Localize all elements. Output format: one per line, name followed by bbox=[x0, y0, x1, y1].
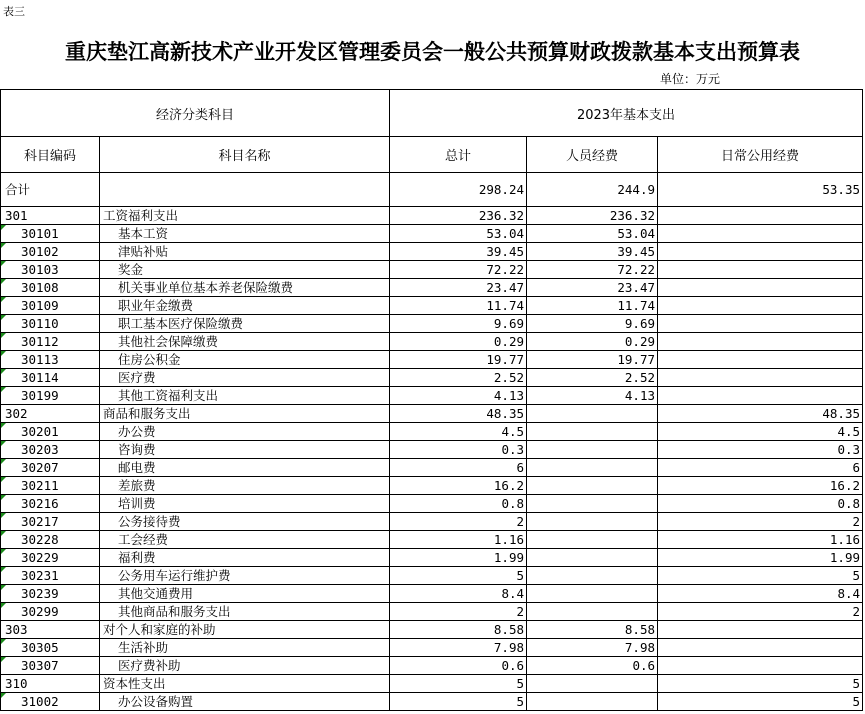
cell-code[interactable]: 30113 bbox=[1, 351, 100, 369]
cell-name[interactable]: 其他工资福利支出 bbox=[100, 387, 390, 405]
cell-code[interactable]: 30305 bbox=[1, 639, 100, 657]
text-format-indicator-icon bbox=[1, 423, 6, 428]
cell-code[interactable]: 30103 bbox=[1, 261, 100, 279]
cell-personnel[interactable]: 8.58 bbox=[527, 621, 658, 639]
unit-label: 单位：万元 bbox=[660, 72, 721, 86]
cell-personnel[interactable]: 236.32 bbox=[527, 207, 658, 225]
text-format-indicator-icon bbox=[1, 369, 6, 374]
cell-total[interactable]: 8.4 bbox=[390, 585, 527, 603]
text-format-indicator-icon bbox=[1, 315, 6, 320]
cell-public[interactable] bbox=[658, 279, 863, 297]
cell-total[interactable]: 2 bbox=[390, 603, 527, 621]
cell-public[interactable]: 8.4 bbox=[658, 585, 863, 603]
cell-total[interactable]: 298.24 bbox=[390, 173, 527, 207]
cell-public[interactable]: 5 bbox=[658, 567, 863, 585]
cell-personnel[interactable]: 2.52 bbox=[527, 369, 658, 387]
cell-total[interactable]: 39.45 bbox=[390, 243, 527, 261]
cell-public[interactable] bbox=[658, 315, 863, 333]
table-row bbox=[1, 225, 863, 243]
cell-name[interactable]: 公务接待费 bbox=[100, 513, 390, 531]
text-format-indicator-icon bbox=[1, 693, 6, 698]
cell-name[interactable]: 邮电费 bbox=[100, 459, 390, 477]
cell-code[interactable]: 30211 bbox=[1, 477, 100, 495]
cell-total[interactable]: 0.8 bbox=[390, 495, 527, 513]
cell-name[interactable]: 商品和服务支出 bbox=[100, 405, 390, 423]
cell-personnel[interactable] bbox=[527, 495, 658, 513]
cell-public[interactable] bbox=[658, 657, 863, 675]
cell-total[interactable]: 48.35 bbox=[390, 405, 527, 423]
text-format-indicator-icon bbox=[1, 639, 6, 644]
cell-code[interactable]: 30101 bbox=[1, 225, 100, 243]
cell-public[interactable] bbox=[658, 261, 863, 279]
cell-code[interactable]: 30112 bbox=[1, 333, 100, 351]
cell-name[interactable]: 医疗费补助 bbox=[100, 657, 390, 675]
cell-personnel[interactable]: 72.22 bbox=[527, 261, 658, 279]
table-row bbox=[1, 279, 863, 297]
cell-code[interactable]: 30108 bbox=[1, 279, 100, 297]
table-row bbox=[1, 657, 863, 675]
table-row bbox=[1, 315, 863, 333]
cell-code[interactable]: 30109 bbox=[1, 297, 100, 315]
cell-code[interactable]: 30299 bbox=[1, 603, 100, 621]
cell-public[interactable]: 6 bbox=[658, 459, 863, 477]
cell-name[interactable]: 其他交通费用 bbox=[100, 585, 390, 603]
table-row bbox=[1, 369, 863, 387]
cell-total[interactable]: 1.16 bbox=[390, 531, 527, 549]
table-row bbox=[1, 621, 863, 639]
table-row bbox=[1, 693, 863, 711]
cell-public[interactable] bbox=[658, 639, 863, 657]
cell-total[interactable]: 1.99 bbox=[390, 549, 527, 567]
cell-name[interactable]: 职业年金缴费 bbox=[100, 297, 390, 315]
table-row bbox=[1, 495, 863, 513]
cell-personnel[interactable]: 0.29 bbox=[527, 333, 658, 351]
cell-name[interactable]: 公务用车运行维护费 bbox=[100, 567, 390, 585]
cell-total[interactable]: 72.22 bbox=[390, 261, 527, 279]
text-format-indicator-icon bbox=[1, 495, 6, 500]
header-economic-classification[interactable]: 经济分类科目 bbox=[1, 90, 390, 137]
table-row bbox=[1, 261, 863, 279]
cell-name[interactable]: 其他社会保障缴费 bbox=[100, 333, 390, 351]
cell-total[interactable]: 5 bbox=[390, 675, 527, 693]
cell-total[interactable]: 7.98 bbox=[390, 639, 527, 657]
table-row bbox=[1, 297, 863, 315]
cell-code[interactable]: 30239 bbox=[1, 585, 100, 603]
cell-personnel[interactable] bbox=[527, 603, 658, 621]
table-row bbox=[1, 423, 863, 441]
cell-total[interactable]: 5 bbox=[390, 567, 527, 585]
text-format-indicator-icon bbox=[1, 531, 6, 536]
text-format-indicator-icon bbox=[1, 225, 6, 230]
cell-total[interactable]: 4.5 bbox=[390, 423, 527, 441]
table-row bbox=[1, 459, 863, 477]
cell-code[interactable]: 合计 bbox=[1, 173, 100, 207]
cell-code[interactable]: 303 bbox=[1, 621, 100, 639]
table-row bbox=[1, 531, 863, 549]
cell-code[interactable]: 302 bbox=[1, 405, 100, 423]
table-number-label: 表三 bbox=[3, 5, 25, 18]
table-row bbox=[1, 351, 863, 369]
cell-code[interactable]: 30102 bbox=[1, 243, 100, 261]
cell-public[interactable]: 5 bbox=[658, 675, 863, 693]
table-row bbox=[1, 567, 863, 585]
cell-personnel[interactable]: 244.9 bbox=[527, 173, 658, 207]
text-format-indicator-icon bbox=[1, 297, 6, 302]
text-format-indicator-icon bbox=[1, 567, 6, 572]
cell-total[interactable]: 11.74 bbox=[390, 297, 527, 315]
cell-name[interactable]: 办公费 bbox=[100, 423, 390, 441]
cell-personnel[interactable]: 7.98 bbox=[527, 639, 658, 657]
table-row bbox=[1, 513, 863, 531]
cell-name[interactable]: 医疗费 bbox=[100, 369, 390, 387]
cell-name[interactable]: 资本性支出 bbox=[100, 675, 390, 693]
table-row bbox=[1, 549, 863, 567]
cell-code[interactable]: 30229 bbox=[1, 549, 100, 567]
cell-name[interactable]: 奖金 bbox=[100, 261, 390, 279]
cell-total[interactable]: 8.58 bbox=[390, 621, 527, 639]
text-format-indicator-icon bbox=[1, 603, 6, 608]
cell-personnel[interactable] bbox=[527, 513, 658, 531]
cell-personnel[interactable] bbox=[527, 477, 658, 495]
cell-total[interactable]: 23.47 bbox=[390, 279, 527, 297]
text-format-indicator-icon bbox=[1, 459, 6, 464]
cell-name[interactable]: 福利费 bbox=[100, 549, 390, 567]
cell-public[interactable] bbox=[658, 225, 863, 243]
cell-public[interactable]: 5 bbox=[658, 693, 863, 711]
cell-total[interactable]: 2.52 bbox=[390, 369, 527, 387]
cell-total[interactable]: 16.2 bbox=[390, 477, 527, 495]
cell-total[interactable]: 2 bbox=[390, 513, 527, 531]
text-format-indicator-icon bbox=[1, 243, 6, 248]
cell-total[interactable]: 19.77 bbox=[390, 351, 527, 369]
text-format-indicator-icon bbox=[1, 261, 6, 266]
cell-code[interactable]: 30207 bbox=[1, 459, 100, 477]
table-row bbox=[1, 207, 863, 225]
cell-public[interactable]: 4.5 bbox=[658, 423, 863, 441]
text-format-indicator-icon bbox=[1, 387, 6, 392]
cell-name[interactable]: 差旅费 bbox=[100, 477, 390, 495]
cell-public[interactable] bbox=[658, 369, 863, 387]
cell-personnel[interactable] bbox=[527, 693, 658, 711]
cell-personnel[interactable] bbox=[527, 567, 658, 585]
total-row bbox=[1, 173, 863, 207]
cell-code[interactable]: 310 bbox=[1, 675, 100, 693]
table-row bbox=[1, 405, 863, 423]
cell-public[interactable] bbox=[658, 207, 863, 225]
cell-name[interactable]: 咨询费 bbox=[100, 441, 390, 459]
cell-code[interactable]: 30199 bbox=[1, 387, 100, 405]
cell-name[interactable]: 办公设备购置 bbox=[100, 693, 390, 711]
header-public-expense[interactable]: 日常公用经费 bbox=[658, 137, 863, 173]
text-format-indicator-icon bbox=[1, 477, 6, 482]
cell-code[interactable]: 31002 bbox=[1, 693, 100, 711]
cell-personnel[interactable]: 0.6 bbox=[527, 657, 658, 675]
cell-public[interactable] bbox=[658, 243, 863, 261]
cell-public[interactable]: 16.2 bbox=[658, 477, 863, 495]
cell-total[interactable]: 9.69 bbox=[390, 315, 527, 333]
cell-personnel[interactable] bbox=[527, 675, 658, 693]
cell-public[interactable] bbox=[658, 333, 863, 351]
cell-personnel[interactable] bbox=[527, 459, 658, 477]
cell-personnel[interactable] bbox=[527, 585, 658, 603]
cell-code[interactable]: 30307 bbox=[1, 657, 100, 675]
cell-name[interactable]: 其他商品和服务支出 bbox=[100, 603, 390, 621]
budget-table bbox=[0, 89, 863, 711]
table-row bbox=[1, 675, 863, 693]
cell-personnel[interactable]: 23.47 bbox=[527, 279, 658, 297]
table-row bbox=[1, 441, 863, 459]
table-row bbox=[1, 477, 863, 495]
header-subject-code[interactable]: 科目编码 bbox=[1, 137, 100, 173]
cell-name[interactable]: 机关事业单位基本养老保险缴费 bbox=[100, 279, 390, 297]
cell-name[interactable]: 生活补助 bbox=[100, 639, 390, 657]
text-format-indicator-icon bbox=[1, 333, 6, 338]
cell-personnel[interactable]: 19.77 bbox=[527, 351, 658, 369]
cell-name[interactable] bbox=[100, 173, 390, 207]
cell-public[interactable]: 2 bbox=[658, 513, 863, 531]
cell-personnel[interactable]: 53.04 bbox=[527, 225, 658, 243]
cell-public[interactable]: 2 bbox=[658, 603, 863, 621]
cell-total[interactable]: 5 bbox=[390, 693, 527, 711]
cell-name[interactable]: 津贴补贴 bbox=[100, 243, 390, 261]
cell-code[interactable]: 30110 bbox=[1, 315, 100, 333]
header-personnel-expense[interactable]: 人员经费 bbox=[527, 137, 658, 173]
cell-public[interactable]: 48.35 bbox=[658, 405, 863, 423]
cell-public[interactable] bbox=[658, 621, 863, 639]
cell-code[interactable]: 30228 bbox=[1, 531, 100, 549]
cell-total[interactable]: 6 bbox=[390, 459, 527, 477]
cell-public[interactable]: 53.35 bbox=[658, 173, 863, 207]
cell-code[interactable]: 30201 bbox=[1, 423, 100, 441]
text-format-indicator-icon bbox=[1, 549, 6, 554]
cell-total[interactable]: 236.32 bbox=[390, 207, 527, 225]
page-title: 重庆垫江高新技术产业开发区管理委员会一般公共预算财政拨款基本支出预算表 bbox=[65, 39, 800, 64]
text-format-indicator-icon bbox=[1, 585, 6, 590]
cell-public[interactable] bbox=[658, 387, 863, 405]
cell-name[interactable]: 住房公积金 bbox=[100, 351, 390, 369]
cell-personnel[interactable]: 9.69 bbox=[527, 315, 658, 333]
cell-name[interactable]: 工资福利支出 bbox=[100, 207, 390, 225]
cell-name[interactable]: 基本工资 bbox=[100, 225, 390, 243]
table-row bbox=[1, 603, 863, 621]
cell-code[interactable]: 30231 bbox=[1, 567, 100, 585]
cell-total[interactable]: 53.04 bbox=[390, 225, 527, 243]
table-row bbox=[1, 387, 863, 405]
header-total[interactable]: 总计 bbox=[390, 137, 527, 173]
text-format-indicator-icon bbox=[1, 513, 6, 518]
cell-total[interactable]: 0.3 bbox=[390, 441, 527, 459]
table-row bbox=[1, 333, 863, 351]
cell-name[interactable]: 工会经费 bbox=[100, 531, 390, 549]
table-row bbox=[1, 639, 863, 657]
cell-public[interactable] bbox=[658, 297, 863, 315]
cell-public[interactable]: 1.16 bbox=[658, 531, 863, 549]
cell-personnel[interactable]: 4.13 bbox=[527, 387, 658, 405]
cell-total[interactable]: 0.29 bbox=[390, 333, 527, 351]
cell-personnel[interactable] bbox=[527, 405, 658, 423]
cell-personnel[interactable] bbox=[527, 423, 658, 441]
cell-code[interactable]: 30203 bbox=[1, 441, 100, 459]
cell-name[interactable]: 职工基本医疗保险缴费 bbox=[100, 315, 390, 333]
cell-code[interactable]: 30114 bbox=[1, 369, 100, 387]
cell-code[interactable]: 301 bbox=[1, 207, 100, 225]
cell-personnel[interactable] bbox=[527, 549, 658, 567]
text-format-indicator-icon bbox=[1, 441, 6, 446]
header-2023-basic-expenditure[interactable]: 2023年基本支出 bbox=[390, 90, 863, 137]
cell-total[interactable]: 4.13 bbox=[390, 387, 527, 405]
cell-code[interactable]: 30216 bbox=[1, 495, 100, 513]
cell-personnel[interactable] bbox=[527, 531, 658, 549]
cell-public[interactable] bbox=[658, 351, 863, 369]
cell-public[interactable]: 0.8 bbox=[658, 495, 863, 513]
cell-name[interactable]: 培训费 bbox=[100, 495, 390, 513]
cell-personnel[interactable]: 11.74 bbox=[527, 297, 658, 315]
cell-public[interactable]: 0.3 bbox=[658, 441, 863, 459]
cell-public[interactable]: 1.99 bbox=[658, 549, 863, 567]
cell-personnel[interactable]: 39.45 bbox=[527, 243, 658, 261]
table-row bbox=[1, 243, 863, 261]
header-subject-name[interactable]: 科目名称 bbox=[100, 137, 390, 173]
text-format-indicator-icon bbox=[1, 279, 6, 284]
cell-personnel[interactable] bbox=[527, 441, 658, 459]
text-format-indicator-icon bbox=[1, 351, 6, 356]
cell-name[interactable]: 对个人和家庭的补助 bbox=[100, 621, 390, 639]
table-row bbox=[1, 585, 863, 603]
text-format-indicator-icon bbox=[1, 657, 6, 662]
cell-total[interactable]: 0.6 bbox=[390, 657, 527, 675]
cell-code[interactable]: 30217 bbox=[1, 513, 100, 531]
